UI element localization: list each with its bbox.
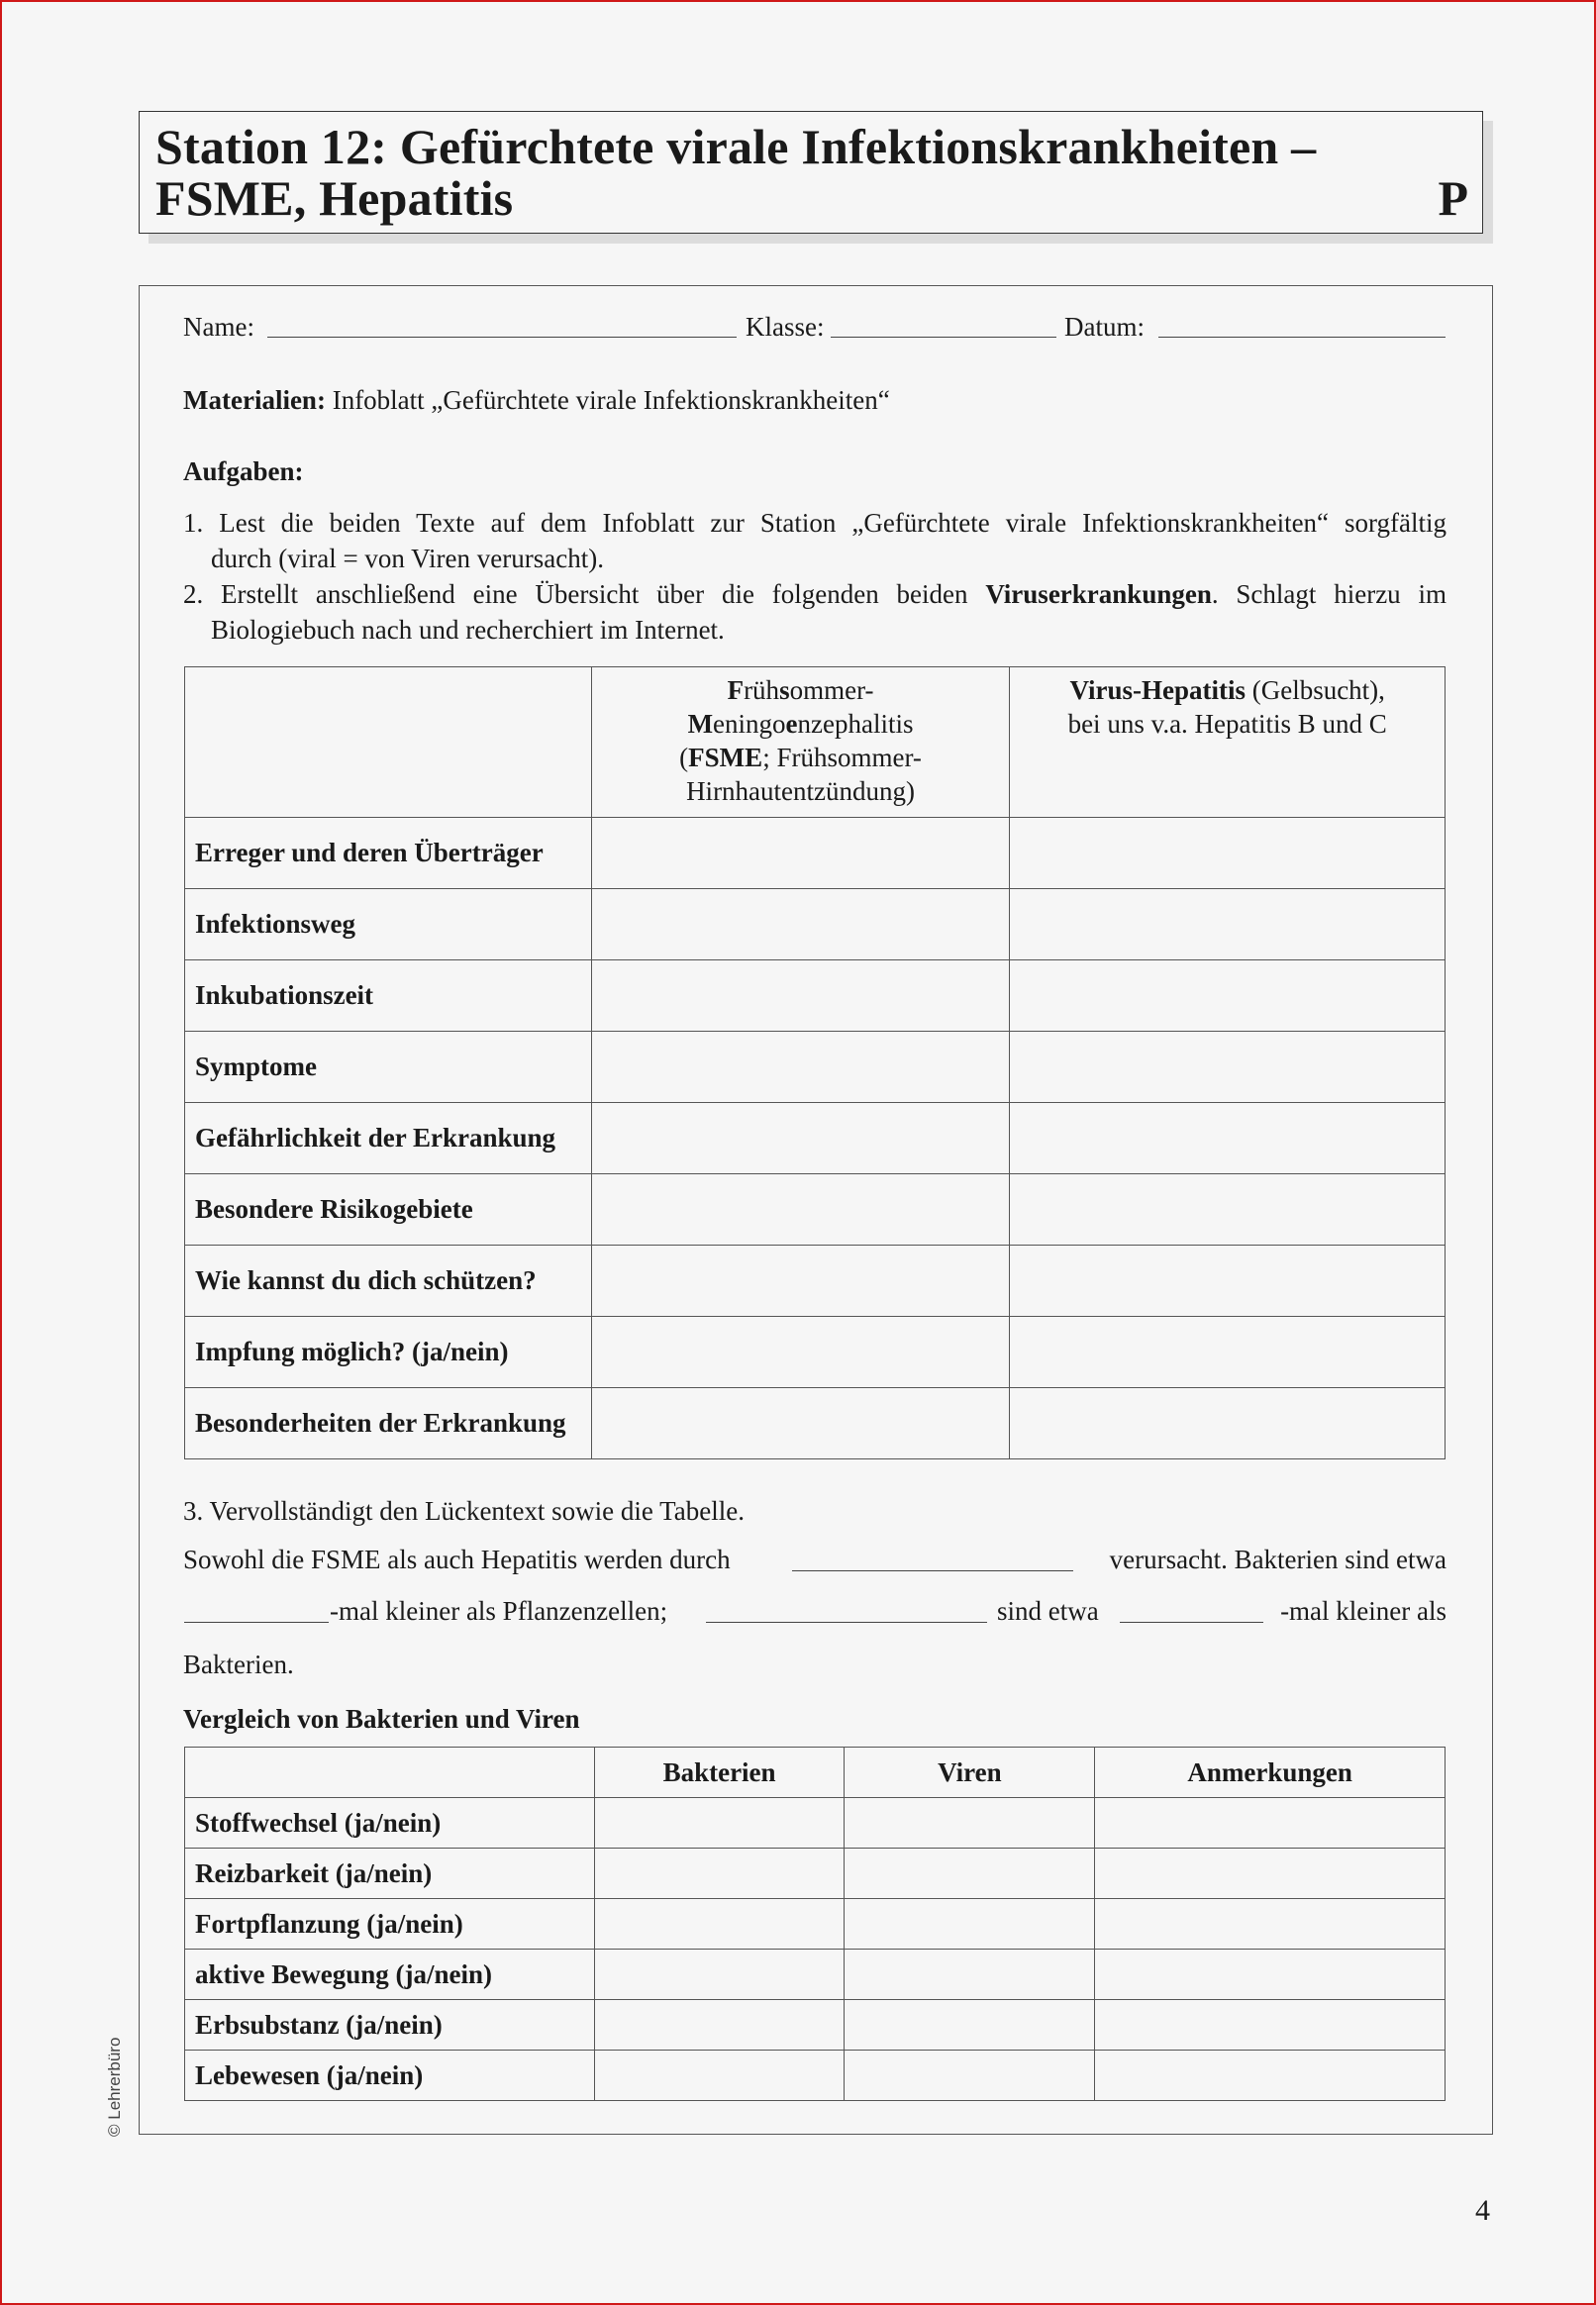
answer-cell[interactable] xyxy=(845,1849,1095,1899)
answer-cell[interactable] xyxy=(594,2051,845,2101)
name-field[interactable] xyxy=(267,337,737,338)
cloze-text: sind etwa xyxy=(997,1596,1099,1626)
level-mark: P xyxy=(1438,170,1468,226)
row-label: Besonderheiten der Erkrankung xyxy=(185,1388,592,1459)
answer-cell[interactable] xyxy=(1095,2051,1446,2101)
table-row xyxy=(185,960,1446,1032)
answer-cell[interactable] xyxy=(591,818,1010,889)
cloze-text: verursacht. Bakterien sind etwa xyxy=(1109,1545,1446,1574)
page-title-line2: FSME, Hepatitis xyxy=(155,170,514,226)
answer-cell[interactable] xyxy=(591,1103,1010,1174)
fsme-l4: Hirnhautentzündung) xyxy=(686,776,915,806)
answer-cell[interactable] xyxy=(1010,960,1446,1032)
col-header-anmerkungen: Anmerkungen xyxy=(1095,1748,1446,1798)
copyright-notice: © Lehrerbüro xyxy=(105,2037,124,2137)
answer-cell[interactable] xyxy=(591,1388,1010,1459)
fsme-l2-b2: e xyxy=(785,709,798,739)
row-label: Gefährlichkeit der Erkrankung xyxy=(185,1103,592,1174)
comparison-caption: Vergleich von Bakterien und Viren xyxy=(183,1704,580,1734)
hepatitis-header xyxy=(1010,667,1446,818)
page-number: 4 xyxy=(1475,2194,1490,2227)
comparison-table xyxy=(184,1747,1446,2101)
page-title-line1: Station 12: Gefürchtete virale Infektionskrankheiten – xyxy=(155,119,1317,174)
klasse-label: Klasse: xyxy=(746,312,825,342)
table-row xyxy=(185,1246,1446,1317)
task2-text-a: 2. Erstellt anschließend eine Übersicht über die folgenden beiden xyxy=(183,579,986,609)
answer-cell[interactable] xyxy=(1010,889,1446,960)
answer-cell[interactable] xyxy=(1010,1103,1446,1174)
tasks-heading: Aufgaben: xyxy=(183,456,304,486)
header-empty-cell xyxy=(185,667,592,818)
task2-line2: Biologiebuch nach und recherchiert im Internet. xyxy=(211,615,725,645)
fsme-l3-t2: ; Frühsommer- xyxy=(762,743,922,772)
answer-cell[interactable] xyxy=(591,1174,1010,1246)
klasse-field[interactable] xyxy=(831,337,1056,338)
task2-line1 xyxy=(183,576,1446,612)
name-label: Name: xyxy=(183,312,254,342)
fsme-l3-t1: ( xyxy=(679,743,689,772)
answer-cell[interactable] xyxy=(845,2051,1095,2101)
cloze-text: -mal kleiner als Pflanzenzellen; xyxy=(330,1596,668,1626)
comparison-header xyxy=(185,1748,1446,1798)
answer-cell[interactable] xyxy=(591,1246,1010,1317)
table-row xyxy=(185,818,1446,889)
datum-label: Datum: xyxy=(1064,312,1145,342)
fsme-l1-t1: rüh xyxy=(744,675,780,705)
row-label: Inkubationszeit xyxy=(185,960,592,1032)
table-row xyxy=(185,889,1446,960)
fsme-l2-t2: nzephalitis xyxy=(797,709,914,739)
cloze-text: Bakterien. xyxy=(183,1650,294,1679)
answer-cell[interactable] xyxy=(594,2000,845,2051)
answer-cell[interactable] xyxy=(845,1950,1095,2000)
fsme-l2-t1: eningo xyxy=(713,709,786,739)
cloze-text: Sowohl die FSME als auch Hepatitis werden durch xyxy=(183,1545,731,1574)
cloze-gap-3[interactable] xyxy=(706,1622,987,1623)
table-row xyxy=(185,1950,1446,2000)
task2-bold: Viruserkrankungen xyxy=(985,579,1212,609)
materials-text: Infoblatt „Gefürchtete virale Infektionskrankheiten“ xyxy=(332,385,890,415)
table-row xyxy=(185,1849,1446,1899)
answer-cell[interactable] xyxy=(1095,1849,1446,1899)
table-row xyxy=(185,1899,1446,1950)
fsme-header xyxy=(591,667,1010,818)
fsme-l1-b2: s xyxy=(779,675,790,705)
answer-cell[interactable] xyxy=(1095,1950,1446,2000)
table-row xyxy=(185,1317,1446,1388)
answer-cell[interactable] xyxy=(594,1950,845,2000)
answer-cell[interactable] xyxy=(591,960,1010,1032)
table-row xyxy=(185,1798,1446,1849)
answer-cell[interactable] xyxy=(1095,1899,1446,1950)
answer-cell[interactable] xyxy=(1095,1798,1446,1849)
cloze-text: -mal kleiner als xyxy=(1280,1596,1446,1626)
row-label: aktive Bewegung (ja/nein) xyxy=(185,1950,595,2000)
table-row xyxy=(185,2051,1446,2101)
table-row xyxy=(185,1103,1446,1174)
materials-label: Materialien: xyxy=(183,385,326,415)
task1-line1: 1. Lest die beiden Texte auf dem Infoblatt zur Station „Gefürchtete virale Infektionskrankheiten“ sorgfältig xyxy=(183,508,1446,538)
cloze-gap-4[interactable] xyxy=(1120,1622,1263,1623)
answer-cell[interactable] xyxy=(1095,2000,1446,2051)
fsme-l1-t2: ommer- xyxy=(789,675,874,705)
answer-cell[interactable] xyxy=(594,1899,845,1950)
row-label: Erreger und deren Überträger xyxy=(185,818,592,889)
answer-cell[interactable] xyxy=(591,1317,1010,1388)
answer-cell[interactable] xyxy=(591,889,1010,960)
answer-cell[interactable] xyxy=(1010,1317,1446,1388)
row-label: Lebewesen (ja/nein) xyxy=(185,2051,595,2101)
row-label: Symptome xyxy=(185,1032,592,1103)
answer-cell[interactable] xyxy=(591,1032,1010,1103)
row-label: Wie kannst du dich schützen? xyxy=(185,1246,592,1317)
datum-field[interactable] xyxy=(1158,337,1446,338)
answer-cell[interactable] xyxy=(1010,1388,1446,1459)
row-label: Reizbarkeit (ja/nein) xyxy=(185,1849,595,1899)
task3-heading: 3. Vervollständigt den Lückentext sowie die Tabelle. xyxy=(183,1496,745,1526)
table-row xyxy=(185,1388,1446,1459)
header-empty-cell xyxy=(185,1748,595,1798)
col-header-viren: Viren xyxy=(845,1748,1095,1798)
answer-cell[interactable] xyxy=(845,2000,1095,2051)
row-label: Fortpflanzung (ja/nein) xyxy=(185,1899,595,1950)
table-row xyxy=(185,2000,1446,2051)
cloze-gap-1[interactable] xyxy=(792,1570,1073,1571)
fsme-l1-b1: F xyxy=(727,675,745,705)
answer-cell[interactable] xyxy=(594,1798,845,1849)
cloze-gap-2[interactable] xyxy=(184,1622,329,1623)
hep-l2: bei uns v.a. Hepatitis B und C xyxy=(1067,709,1387,739)
table-row xyxy=(185,1174,1446,1246)
task2-text-b: . Schlagt hierzu im xyxy=(1211,579,1446,609)
answer-cell[interactable] xyxy=(1010,818,1446,889)
task1-line2: durch (viral = von Viren verursacht). xyxy=(211,544,604,573)
answer-cell[interactable] xyxy=(1010,1032,1446,1103)
row-label: Erbsubstanz (ja/nein) xyxy=(185,2000,595,2051)
col-header-bakterien: Bakterien xyxy=(594,1748,845,1798)
row-label: Besondere Risikogebiete xyxy=(185,1174,592,1246)
fsme-l2-b1: M xyxy=(687,709,714,739)
row-label: Impfung möglich? (ja/nein) xyxy=(185,1317,592,1388)
materials xyxy=(183,382,1446,418)
disease-table xyxy=(184,666,1446,1459)
table-row xyxy=(185,1032,1446,1103)
answer-cell[interactable] xyxy=(1010,1174,1446,1246)
disease-table-header xyxy=(185,667,1446,818)
title-box xyxy=(139,111,1483,234)
fsme-l3-b: FSME xyxy=(688,743,763,772)
answer-cell[interactable] xyxy=(845,1899,1095,1950)
answer-cell[interactable] xyxy=(845,1798,1095,1849)
row-label: Stoffwechsel (ja/nein) xyxy=(185,1798,595,1849)
answer-cell[interactable] xyxy=(1010,1246,1446,1317)
hep-l1-b: Virus-Hepatitis xyxy=(1069,675,1246,705)
answer-cell[interactable] xyxy=(594,1849,845,1899)
row-label: Infektionsweg xyxy=(185,889,592,960)
hep-l1-t: (Gelbsucht), xyxy=(1245,675,1385,705)
